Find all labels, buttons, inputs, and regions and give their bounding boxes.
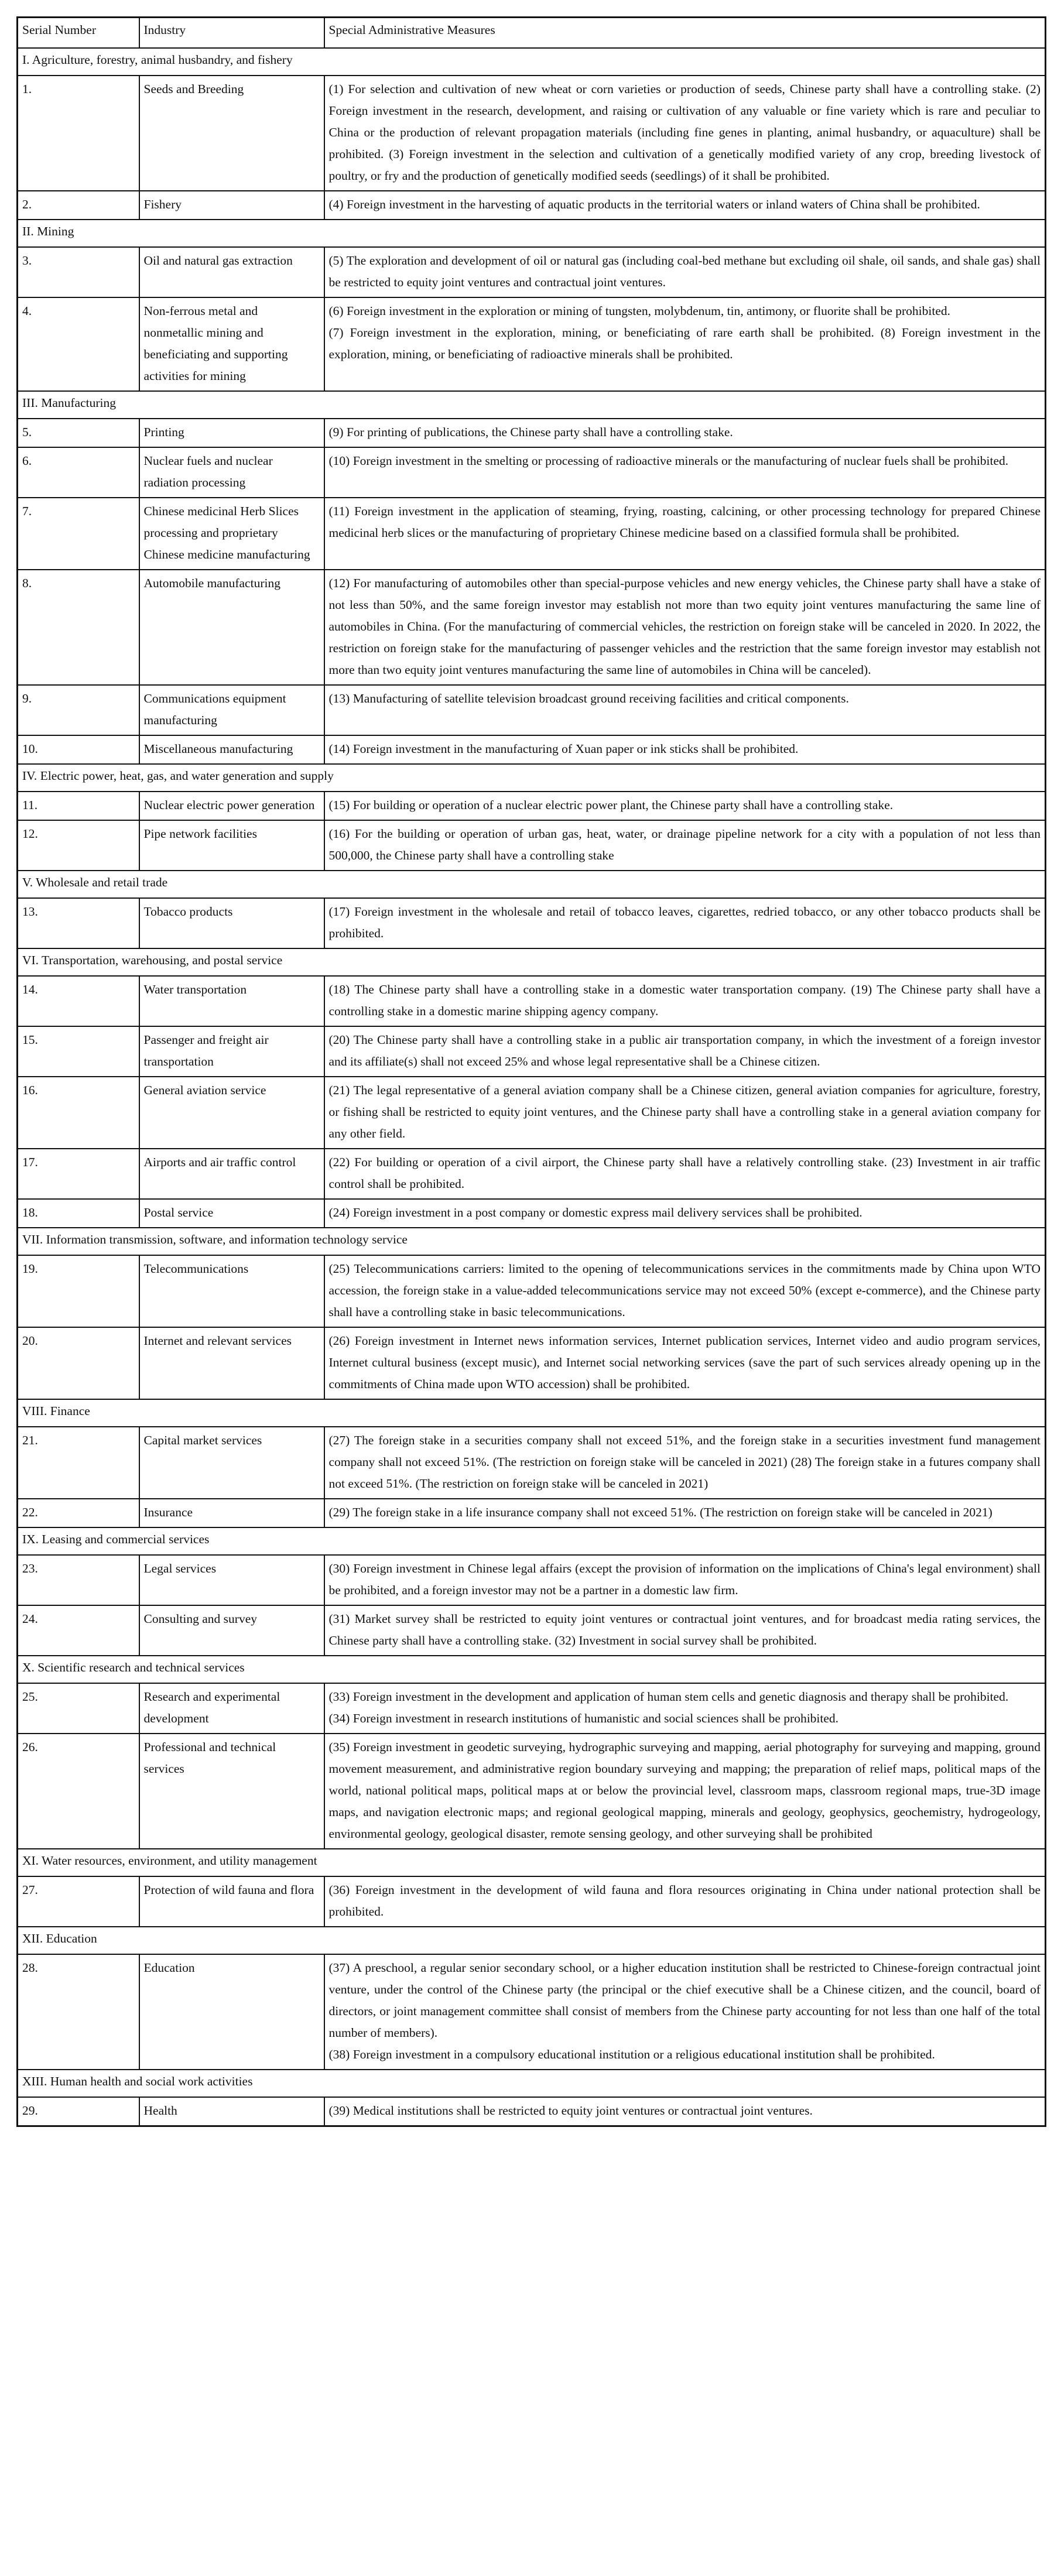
measures-cell xyxy=(324,1255,1046,1327)
section-row xyxy=(18,764,1046,792)
table-body xyxy=(18,18,1046,2126)
section-title: VI. Transportation, warehousing, and postal service xyxy=(18,948,1046,976)
measure-text: (22) For building or operation of a civil airport, the Chinese party shall have a relatively controlling stake. (23) Investment in air traffic control shall be prohibited. xyxy=(328,1155,1041,1191)
industry-cell: Water transportation xyxy=(139,976,324,1026)
measure-text: (20) The Chinese party shall have a controlling stake in a public air transportation company, in which the investment of a foreign investor and its affiliate(s) shall not exceed 25% and whose legal representative shall be a Chinese citizen. xyxy=(328,1033,1041,1068)
industry-cell: Research and experimental development xyxy=(139,1683,324,1734)
industry-cell: Non-ferrous metal and nonmetallic mining and beneficiating and supporting activities for mining xyxy=(139,297,324,391)
measures-cell xyxy=(324,792,1046,820)
measure-text: (27) The foreign stake in a securities company shall not exceed 51%, and the foreign stake in a securities investment fund management company shall not exceed 51%. (The restriction on foreign stake will be canceled in 2021) (28) The foreign stake in a futures company shall not exceed 51%. (The restriction on foreign stake will be canceled in 2021) xyxy=(328,1433,1041,1491)
serial-number-cell: 26. xyxy=(18,1734,139,1849)
serial-number-cell: 21. xyxy=(18,1427,139,1499)
serial-number-cell: 12. xyxy=(18,820,139,871)
measures-cell xyxy=(324,1149,1046,1199)
serial-number-cell: 5. xyxy=(18,419,139,447)
industry-cell: Tobacco products xyxy=(139,898,324,948)
industry-cell: Telecommunications xyxy=(139,1255,324,1327)
industry-cell: Nuclear electric power generation xyxy=(139,792,324,820)
measures-cell xyxy=(324,1427,1046,1499)
serial-number-cell: 25. xyxy=(18,1683,139,1734)
measure-text: (29) The foreign stake in a life insurance company shall not exceed 51%. (The restriction on foreign stake will be canceled in 2021) xyxy=(328,1505,992,1519)
measures-cell xyxy=(324,976,1046,1026)
industry-cell: Automobile manufacturing xyxy=(139,570,324,685)
industry-cell: Protection of wild fauna and flora xyxy=(139,1876,324,1927)
measure-text: (25) Telecommunications carriers: limited to the opening of telecommunications services in the commitments made by China upon WTO accession, the foreign stake in a value-added telecommunications service may not exceed 50% (except e-commerce), and the Chinese party shall have a controlling stake in basic telecommunications. xyxy=(328,1262,1041,1319)
section-row xyxy=(18,391,1046,419)
industry-cell: Professional and technical services xyxy=(139,1734,324,1849)
table-row xyxy=(18,2097,1046,2126)
measures-cell xyxy=(324,1199,1046,1228)
measures-cell xyxy=(324,820,1046,871)
industry-cell: Miscellaneous manufacturing xyxy=(139,735,324,764)
serial-number-cell: 2. xyxy=(18,191,139,220)
industry-cell: Printing xyxy=(139,419,324,447)
serial-number-cell: 24. xyxy=(18,1605,139,1656)
serial-number-cell: 19. xyxy=(18,1255,139,1327)
header-serial-number: Serial Number xyxy=(18,18,139,49)
measures-cell xyxy=(324,247,1046,297)
table-row xyxy=(18,1077,1046,1149)
measures-cell xyxy=(324,1876,1046,1927)
measure-text: (10) Foreign investment in the smelting or processing of radioactive minerals or the manufacturing of nuclear fuels shall be prohibited. xyxy=(328,454,1009,468)
section-title: X. Scientific research and technical services xyxy=(18,1656,1046,1683)
industry-cell: Education xyxy=(139,1954,324,2070)
table-row xyxy=(18,419,1046,447)
measure-text: (15) For building or operation of a nuclear electric power plant, the Chinese party shall have a controlling stake. xyxy=(328,798,894,812)
industry-cell: Fishery xyxy=(139,191,324,220)
measures-cell xyxy=(324,1605,1046,1656)
section-row xyxy=(18,1228,1046,1255)
section-title: IV. Electric power, heat, gas, and water generation and supply xyxy=(18,764,1046,792)
document xyxy=(16,16,1045,2127)
table-row xyxy=(18,1954,1046,2070)
serial-number-cell: 10. xyxy=(18,735,139,764)
serial-number-cell: 13. xyxy=(18,898,139,948)
table-row xyxy=(18,976,1046,1026)
measure-text: (34) Foreign investment in research institutions of humanistic and social sciences shall be prohibited. xyxy=(328,1711,839,1725)
measure-text: (13) Manufacturing of satellite television broadcast ground receiving facilities and critical components. xyxy=(328,691,849,705)
measures-cell xyxy=(324,1555,1046,1605)
measures-table xyxy=(16,16,1046,2127)
table-row xyxy=(18,447,1046,498)
industry-cell: Insurance xyxy=(139,1499,324,1527)
measure-text: (9) For printing of publications, the Chinese party shall have a controlling stake. xyxy=(328,425,733,439)
serial-number-cell: 17. xyxy=(18,1149,139,1199)
table-row xyxy=(18,1427,1046,1499)
measure-text: (12) For manufacturing of automobiles other than special-purpose vehicles and new energy vehicles, the Chinese party shall have a stake of not less than 50%, and the same foreign investor may establish not more than two equity joint ventures manufacturing the same line of automobiles in China. (For the manufacturing of commercial vehicles, the restriction on foreign stake will be canceled in 2020. In 2022, the restriction on foreign stake for the manufacturing of passenger vehicles and the restriction that the same foreign investor may establish not more than two equity joint ventures manufacturing the same line of automobiles in China will be canceled). xyxy=(328,576,1041,677)
section-title: II. Mining xyxy=(18,220,1046,247)
section-title: VII. Information transmission, software, and information technology service xyxy=(18,1228,1046,1255)
industry-cell: General aviation service xyxy=(139,1077,324,1149)
header-row xyxy=(18,18,1046,49)
table-row xyxy=(18,1734,1046,1849)
table-row xyxy=(18,1026,1046,1077)
table-row xyxy=(18,1199,1046,1228)
measures-cell xyxy=(324,76,1046,191)
section-title: XII. Education xyxy=(18,1927,1046,1954)
serial-number-cell: 8. xyxy=(18,570,139,685)
measure-text: (37) A preschool, a regular senior secondary school, or a higher education institution shall be restricted to Chinese-foreign contractual joint venture, under the control of the Chinese party (the principal or the chief executive shall be a Chinese citizen, and the council, board of directors, or joint management committee shall consist of members from the Chinese party accounting for not less than one half of the total number of members). xyxy=(328,1961,1041,2040)
measure-text: (11) Foreign investment in the application of steaming, frying, roasting, calcining, or other processing technology for prepared Chinese medicinal herb slices or the manufacturing of proprietary Chinese medicine based on a classified formula shall be prohibited. xyxy=(328,504,1041,540)
section-title: I. Agriculture, forestry, animal husbandry, and fishery xyxy=(18,48,1046,76)
table-row xyxy=(18,1555,1046,1605)
table-row xyxy=(18,1499,1046,1527)
measure-text: (4) Foreign investment in the harvesting of aquatic products in the territorial waters or inland waters of China shall be prohibited. xyxy=(328,197,980,211)
measures-cell xyxy=(324,685,1046,735)
table-row xyxy=(18,1605,1046,1656)
section-row xyxy=(18,871,1046,898)
section-row xyxy=(18,1527,1046,1555)
measures-cell xyxy=(324,498,1046,570)
measures-cell xyxy=(324,297,1046,391)
table-row xyxy=(18,735,1046,764)
section-row xyxy=(18,1927,1046,1954)
serial-number-cell: 22. xyxy=(18,1499,139,1527)
table-row xyxy=(18,76,1046,191)
measure-text: (35) Foreign investment in geodetic surveying, hydrographic surveying and mapping, aerial photography for surveying and mapping, ground movement measurement, and administrative region boundary surveying and mapping; the preparation of relief maps, political maps of the world, national political maps, political maps at or below the provincial level, classroom maps, classroom regional maps, true-3D image maps, and navigation electronic maps; and regional geological mapping, minerals and geology, geophysics, geochemistry, hydrogeology, environmental geology, geological disaster, remote sensing geology, and other surveying shall be prohibited xyxy=(328,1740,1041,1841)
table-row xyxy=(18,1683,1046,1734)
measures-cell xyxy=(324,191,1046,220)
serial-number-cell: 20. xyxy=(18,1327,139,1399)
section-row xyxy=(18,220,1046,247)
industry-cell: Consulting and survey xyxy=(139,1605,324,1656)
section-row xyxy=(18,1399,1046,1427)
industry-cell: Legal services xyxy=(139,1555,324,1605)
measures-cell xyxy=(324,2097,1046,2126)
measure-text: (1) For selection and cultivation of new wheat or corn varieties or production of seeds, Chinese party shall have a controlling stake. (2) Foreign investment in the research, development, and raising or cultivation of any valuable or fine variety which is rare and peculiar to China or the production of relevant propagation materials (including fine genes in planting, animal husbandry, or aquaculture) shall be prohibited. (3) Foreign investment in the selection and cultivation of a genetically modified variety of any crop, breeding livestock of poultry, or fry and the production of genetically modified seeds (seedlings) of it shall be prohibited. xyxy=(328,82,1041,183)
header-special-measures: Special Administrative Measures xyxy=(324,18,1046,49)
measures-cell xyxy=(324,1499,1046,1527)
table-row xyxy=(18,570,1046,685)
measure-text: (16) For the building or operation of urban gas, heat, water, or drainage pipeline network for a city with a population of not less than 500,000, the Chinese party shall have a controlling stake xyxy=(328,827,1041,862)
table-row xyxy=(18,247,1046,297)
measure-text: (33) Foreign investment in the development and application of human stem cells and genetic diagnosis and therapy shall be prohibited. xyxy=(328,1690,1009,1704)
serial-number-cell: 16. xyxy=(18,1077,139,1149)
measures-cell xyxy=(324,1683,1046,1734)
industry-cell: Chinese medicinal Herb Slices processing and proprietary Chinese medicine manufacturing xyxy=(139,498,324,570)
section-title: IX. Leasing and commercial services xyxy=(18,1527,1046,1555)
measure-text: (7) Foreign investment in the exploration, mining, or beneficiating of rare earth shall be prohibited. (8) Foreign investment in the exploration, mining, or beneficiating of radioactive minerals shall be prohibited. xyxy=(328,326,1041,361)
measures-cell xyxy=(324,1026,1046,1077)
measures-cell xyxy=(324,570,1046,685)
measure-text: (6) Foreign investment in the exploration or mining of tungsten, molybdenum, tin, antimony, or fluorite shall be prohibited. xyxy=(328,304,950,318)
measure-text: (26) Foreign investment in Internet news information services, Internet publication services, Internet video and audio program services, Internet cultural business (except music), and Internet social networking services (save the part of such services already opening up in the commitments of China made upon WTO accession) shall be prohibited. xyxy=(328,1334,1041,1391)
measures-cell xyxy=(324,1954,1046,2070)
serial-number-cell: 11. xyxy=(18,792,139,820)
serial-number-cell: 28. xyxy=(18,1954,139,2070)
serial-number-cell: 1. xyxy=(18,76,139,191)
serial-number-cell: 14. xyxy=(18,976,139,1026)
table-row xyxy=(18,297,1046,391)
measure-text: (21) The legal representative of a general aviation company shall be a Chinese citizen, general aviation companies for agriculture, forestry, or fishing shall be restricted to equity joint ventures, and the Chinese party shall have a controlling stake in a general aviation company for any other field. xyxy=(328,1083,1041,1140)
industry-cell: Seeds and Breeding xyxy=(139,76,324,191)
measures-cell xyxy=(324,447,1046,498)
industry-cell: Pipe network facilities xyxy=(139,820,324,871)
industry-cell: Internet and relevant services xyxy=(139,1327,324,1399)
section-title: VIII. Finance xyxy=(18,1399,1046,1427)
serial-number-cell: 23. xyxy=(18,1555,139,1605)
measures-cell xyxy=(324,419,1046,447)
serial-number-cell: 7. xyxy=(18,498,139,570)
section-title: V. Wholesale and retail trade xyxy=(18,871,1046,898)
table-row xyxy=(18,191,1046,220)
section-row xyxy=(18,2070,1046,2097)
measures-cell xyxy=(324,898,1046,948)
measure-text: (18) The Chinese party shall have a controlling stake in a domestic water transportation company. (19) The Chinese party shall have a controlling stake in a domestic marine shipping agency company. xyxy=(328,982,1041,1018)
section-title: XIII. Human health and social work activities xyxy=(18,2070,1046,2097)
measures-cell xyxy=(324,1077,1046,1149)
table-row xyxy=(18,685,1046,735)
table-row xyxy=(18,498,1046,570)
industry-cell: Passenger and freight air transportation xyxy=(139,1026,324,1077)
measures-cell xyxy=(324,1734,1046,1849)
section-row xyxy=(18,1656,1046,1683)
measure-text: (24) Foreign investment in a post company or domestic express mail delivery services shall be prohibited. xyxy=(328,1205,863,1220)
table-row xyxy=(18,898,1046,948)
measure-text: (30) Foreign investment in Chinese legal affairs (except the provision of information on the implications of China's legal environment) shall be prohibited, and a foreign investor may not be a partner in a domestic law firm. xyxy=(328,1561,1041,1597)
serial-number-cell: 3. xyxy=(18,247,139,297)
industry-cell: Health xyxy=(139,2097,324,2126)
serial-number-cell: 4. xyxy=(18,297,139,391)
measures-cell xyxy=(324,1327,1046,1399)
table-row xyxy=(18,1149,1046,1199)
serial-number-cell: 29. xyxy=(18,2097,139,2126)
section-title: III. Manufacturing xyxy=(18,391,1046,419)
industry-cell: Nuclear fuels and nuclear radiation processing xyxy=(139,447,324,498)
serial-number-cell: 9. xyxy=(18,685,139,735)
table-row xyxy=(18,1255,1046,1327)
measure-text: (31) Market survey shall be restricted to equity joint ventures or contractual joint ventures, and for broadcast media rating services, the Chinese party shall have a controlling stake. (32) Investment in social survey shall be prohibited. xyxy=(328,1612,1041,1647)
measure-text: (5) The exploration and development of oil or natural gas (including coal-bed methane but excluding oil shale, oil sands, and shale gas) shall be restricted to equity joint ventures and contractual joint ventures. xyxy=(328,254,1041,289)
industry-cell: Communications equipment manufacturing xyxy=(139,685,324,735)
measure-text: (14) Foreign investment in the manufacturing of Xuan paper or ink sticks shall be prohibited. xyxy=(328,742,799,756)
serial-number-cell: 6. xyxy=(18,447,139,498)
measure-text: (38) Foreign investment in a compulsory educational institution or a religious educational institution shall be prohibited. xyxy=(328,2047,935,2061)
industry-cell: Airports and air traffic control xyxy=(139,1149,324,1199)
measure-text: (39) Medical institutions shall be restricted to equity joint ventures or contractual joint ventures. xyxy=(328,2104,813,2118)
header-industry: Industry xyxy=(139,18,324,49)
serial-number-cell: 18. xyxy=(18,1199,139,1228)
measures-cell xyxy=(324,735,1046,764)
table-row xyxy=(18,1876,1046,1927)
measure-text: (17) Foreign investment in the wholesale and retail of tobacco leaves, cigarettes, redried tobacco, or any other tobacco products shall be prohibited. xyxy=(328,905,1041,940)
section-row xyxy=(18,1849,1046,1876)
serial-number-cell: 27. xyxy=(18,1876,139,1927)
industry-cell: Postal service xyxy=(139,1199,324,1228)
measure-text: (36) Foreign investment in the development of wild fauna and flora resources originating in China under national protection shall be prohibited. xyxy=(328,1883,1041,1919)
section-row xyxy=(18,948,1046,976)
section-title: XI. Water resources, environment, and utility management xyxy=(18,1849,1046,1876)
industry-cell: Capital market services xyxy=(139,1427,324,1499)
table-row xyxy=(18,820,1046,871)
table-row xyxy=(18,1327,1046,1399)
table-row xyxy=(18,792,1046,820)
section-row xyxy=(18,48,1046,76)
industry-cell: Oil and natural gas extraction xyxy=(139,247,324,297)
serial-number-cell: 15. xyxy=(18,1026,139,1077)
